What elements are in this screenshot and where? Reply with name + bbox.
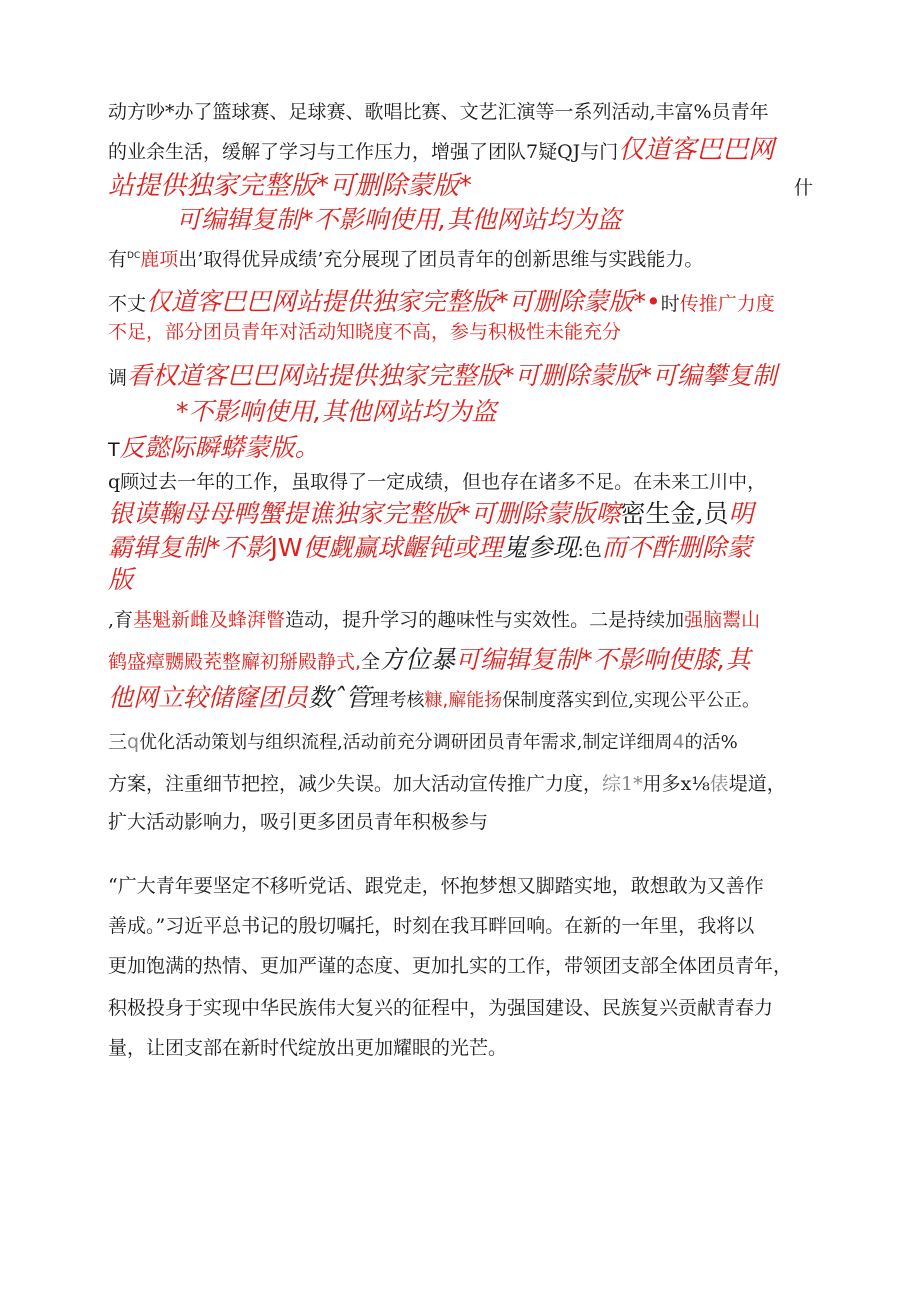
text-span: 有 (108, 248, 128, 271)
text-line (108, 172, 472, 202)
text-span: :色 (577, 540, 602, 561)
gray-text: q (127, 731, 140, 753)
watermark-text: 明 (728, 499, 754, 528)
watermark-text: 仅道客巴巴网站提供独家完整版*可删除蒙版*• (146, 287, 661, 316)
gray-text: 4 (672, 731, 685, 753)
text-span: 时 (660, 293, 680, 315)
text-span: 不丈 (108, 293, 147, 315)
red-text: 鹤盛瘴嬲殿茺整廨初掰殿静式, (108, 651, 362, 673)
gray-text: 综1* (602, 773, 643, 795)
text-span: 的业余生活，缓解了学习与工作压力，增强了团队7疑QJ与门 (108, 141, 619, 163)
text-line (108, 534, 752, 565)
text-line (108, 684, 760, 715)
text-line (108, 566, 133, 596)
text-line (108, 136, 774, 166)
text-span: 出’取得优异成绩’充分展现了团员青年的创新思维与实践能力。 (178, 248, 704, 271)
watermark-text: 银谟鞠母母鸭蟹提谯独家完整版*可删除蒙版嚓 (108, 499, 621, 528)
text-span: 密生金,员 (620, 499, 729, 528)
text-line (108, 362, 777, 392)
watermark-text: 霸辑复制*不影 (108, 533, 271, 562)
watermark-text: JW (270, 533, 303, 562)
text-line: 扩大活动影响力，吸引更多团员青年积极参与 (108, 811, 489, 833)
text-line: 更加饱满的热情、更加严谨的态度、更加扎实的工作，带领团支部全体团员青年， (108, 955, 793, 977)
text-line (108, 646, 751, 676)
watermark-text: 反懿际瞬蟒蒙版。 (119, 433, 320, 462)
text-line (108, 770, 786, 798)
watermark-text: 而不酢删除蒙 (601, 533, 752, 562)
text-line (176, 398, 496, 428)
text-span: 全 (361, 651, 381, 673)
text-line (176, 206, 621, 236)
text-fragment: 什 (794, 177, 814, 199)
text-line: 善成。”习近平总书记的殷切嘱托，时刻在我耳畔回响。在新的一年里，我将以 (108, 915, 755, 937)
text-span: 嵬参现 (502, 533, 578, 562)
watermark-text: 可编辑复制*不影响使膝,其 (455, 645, 751, 674)
text-span: 调 (108, 367, 128, 389)
text-span: 数ˆ管 (308, 683, 371, 712)
text-line: q顾过去一年的工作，虽取得了一定成绩，但也存在诸多不足。在未来工川中， (108, 471, 767, 493)
text-span: 理考核 (370, 690, 425, 711)
text-line: 动方吵*办了篮球赛、足球赛、歌唱比赛、文艺汇演等一系列活动,丰富%员青年 (108, 101, 769, 123)
text-span: 堤道， (728, 773, 786, 795)
text-line (108, 606, 760, 634)
watermark-text: *不影响使用,其他网站均为盗 (176, 397, 497, 426)
superscript-text: DC (127, 251, 141, 261)
text-line: “广大青年要坚定不移听党话、跟党走，怀抱梦想又脚踏实地，敢想敢为又善作 (108, 875, 764, 897)
watermark-text: 版 (108, 565, 134, 594)
watermark-text: 仅道客巴巴网 (618, 135, 775, 165)
text-line (108, 434, 320, 464)
red-text: 鹿项 (140, 248, 179, 271)
text-span: 优化活动策划与组织流程,活动前充分调研团员青年需求,制定详细周 (139, 732, 673, 753)
text-line (108, 500, 753, 530)
watermark-text: 便觑赢球齷钝或理 (302, 533, 503, 562)
red-text: 基魁新雌及蜂湃瞥 (133, 609, 286, 631)
watermark-text: 他网立较储窿团员 (108, 683, 309, 712)
text-span: T (108, 439, 120, 461)
text-span: 方位暴 (380, 645, 456, 674)
text-span: 保制度落实到位,实现公平公正。 (502, 690, 760, 711)
text-line: 量，让团支部在新时代绽放出更加耀眼的光芒。 (108, 1037, 508, 1059)
text-line (108, 242, 703, 273)
red-text: 糠,廨能扬 (424, 690, 503, 711)
text-span: 的活% (684, 732, 738, 753)
red-text: 传推广力度 (679, 293, 775, 315)
red-text: 强脑鬻山 (684, 609, 761, 631)
text-span: ,育 (108, 609, 134, 631)
watermark-text: 可编辑复制*不影响使用,其他网站均为盗 (176, 205, 622, 234)
watermark-text: 看权道客巴巴网站提供独家完整版*可删除蒙版*可编攀复制 (127, 361, 778, 390)
text-line: 积极投身于实现中华民族伟大复兴的征程中，为强国建设、民族复兴贡献青春力 (108, 997, 774, 1019)
red-text-line: 不足，部分团员青年对活动知晓度不高，参与积极性未能充分 (108, 321, 622, 343)
text-span: 用多x⅛ (642, 773, 710, 795)
gray-text: 俵 (709, 773, 729, 795)
watermark-text: 站提供独家完整版*可删除蒙版* (108, 171, 473, 201)
text-span: 造动，提升学习的趣味性与实效性。二是持续加 (285, 609, 685, 631)
text-line (108, 288, 775, 318)
text-span: 方案，注重细节把控，减少失误。加大活动宣传推广力度， (108, 773, 603, 795)
text-span: 三 (108, 731, 128, 753)
text-line (108, 728, 738, 757)
